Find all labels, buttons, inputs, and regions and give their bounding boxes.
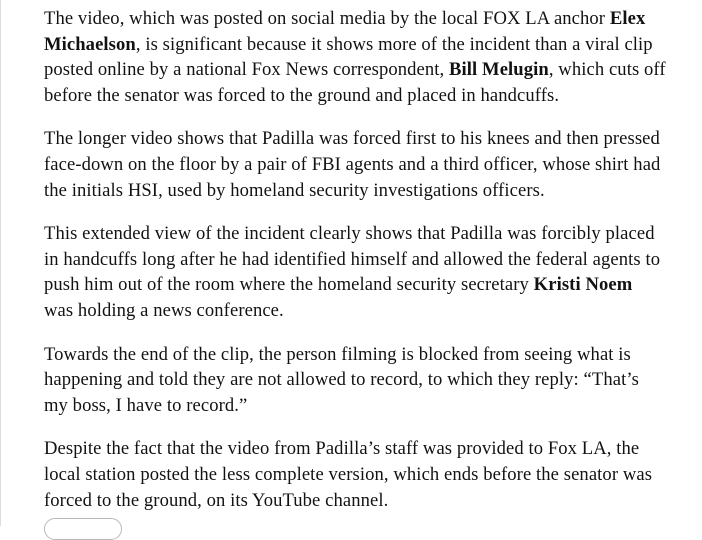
article-paragraph <box>44 6 666 108</box>
paragraph-text-run: was holding a news conference. <box>44 299 284 321</box>
article-paragraph <box>44 126 666 203</box>
article-paragraph <box>44 436 666 513</box>
person-name: Elex Michaelson <box>44 8 646 55</box>
paragraph-text-run: The longer video shows that Padilla was forced first to his knees and then pressed face-down on the floor by a pair of FBI agents and a third officer, whose shirt had the initials HSI, used by homeland security investigations officers. <box>44 128 661 201</box>
left-margin-rule <box>0 0 1 526</box>
paragraph-text-run: The video, which was posted on social media by the local FOX LA anchor <box>44 8 610 29</box>
article-paragraph <box>44 221 666 323</box>
person-name: Bill Melugin <box>449 59 549 81</box>
article-paragraph-column <box>44 0 666 531</box>
paragraph-text-run: Towards the end of the clip, the person filming is blocked from seeing what is happening and told they are not allowed to record, to which they reply: “That’s my boss, I have to record.” <box>44 343 639 416</box>
person-name: Kristi Noem <box>533 274 633 296</box>
paragraph-text-run: This extended view of the incident clearly shows that Padilla was forcibly placed in handcuffs long after he had identified himself and allowed the federal agents to push him out of the room where the homeland security secretary <box>44 223 661 296</box>
paragraph-text-run: Despite the fact that the video from Padilla’s staff was provided to Fox LA, the local station posted the less complete version, which ends before the senator was forced to the ground, on its YouTube channel. <box>44 438 653 511</box>
paragraph-text-run: , which cuts off before the senator was forced to the ground and placed in handcuffs. <box>44 59 666 106</box>
partial-button-below-fold[interactable] <box>44 518 122 540</box>
paragraph-text-run: , is significant because it shows more of the incident than a viral clip posted online by a national Fox News correspondent, <box>44 33 653 81</box>
article-paragraph <box>44 342 666 419</box>
